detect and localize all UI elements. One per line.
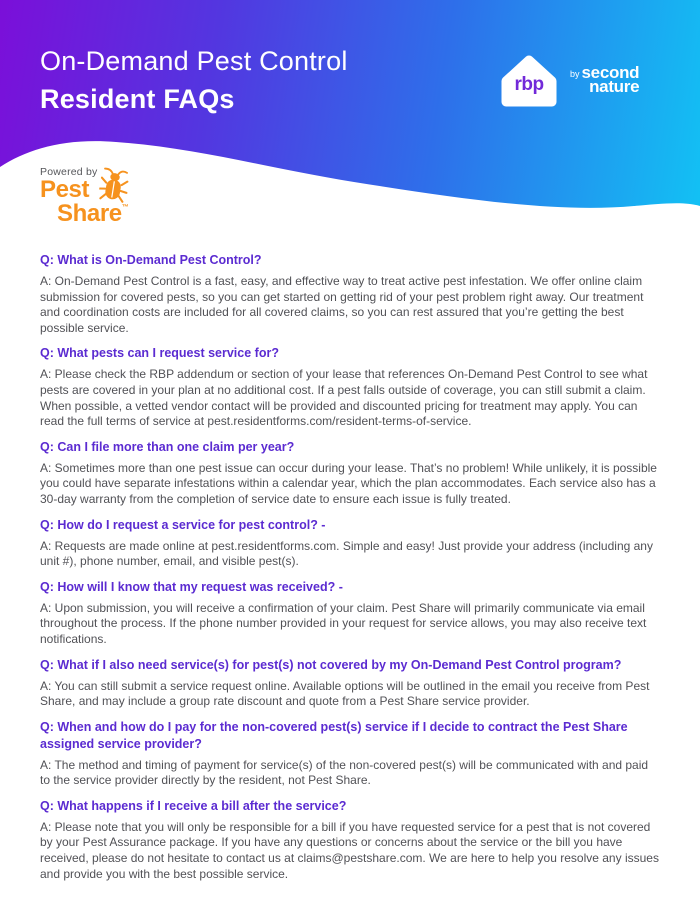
faq-item <box>40 252 660 336</box>
rbp-logo <box>498 49 560 111</box>
faq-question: Q: What is On-Demand Pest Control? <box>40 253 262 267</box>
page-subtitle: Resident FAQs <box>40 84 235 114</box>
pest-share-logo <box>40 166 180 226</box>
faq-question: Q: When and how do I pay for the non-covered pest(s) service if I decide to contract the Pest Share assigned service provider? <box>40 719 628 751</box>
faq-question: Q: What if I also need service(s) for pest(s) not covered by my On-Demand Pest Control program? <box>40 657 622 672</box>
faq-item <box>40 345 660 429</box>
faq-item <box>40 798 660 882</box>
faq-answer: A: You can still submit a service request online. Available options will be outlined in the email you receive from Pest Share, and may include a group rate discount and quote from a Pest Share service provider. <box>40 678 650 709</box>
faq-answer: A: The method and timing of payment for service(s) of the non-covered pest(s) will be communicated with and paid to the service provider directly by the resident, not Pest Share. <box>40 757 649 788</box>
faq-list <box>0 235 700 882</box>
second-nature-logo <box>570 63 640 96</box>
faq-item <box>40 517 660 570</box>
hero-header <box>0 0 700 235</box>
header-titles <box>40 42 348 118</box>
pest-share-word-share-row <box>57 202 180 226</box>
faq-item <box>40 439 660 508</box>
faq-item <box>40 657 660 710</box>
faq-answer: A: Sometimes more than one pest issue can occur during your lease. That’s no problem! While unlikely, it is possible you could have separate infestations within a calendar year, which the plan accommodates. Each service also has a 30-day warranty from the completion of service date to ensure each issue is fully treated. <box>40 460 657 506</box>
faq-item <box>40 719 660 789</box>
pest-share-word-share: Share <box>57 200 122 227</box>
by-label: by <box>570 69 580 79</box>
second-nature-line1: second <box>581 63 640 82</box>
rbp-second-nature-logo <box>498 49 639 111</box>
faq-question: Q: Can I file more than one claim per year? <box>40 439 295 454</box>
faq-answer: A: Requests are made online at pest.residentforms.com. Simple and easy! Just provide your address (including any unit #), phone number, email, and visible pest(s). <box>40 538 653 569</box>
powered-by-label: Powered by <box>40 166 98 178</box>
second-nature-line2: nature <box>589 77 640 96</box>
faq-question: Q: What happens if I receive a bill after the service? <box>40 798 347 813</box>
rbp-wordmark: rbp <box>514 74 544 95</box>
second-nature-wordmark <box>581 63 640 96</box>
faq-question: Q: What pests can I request service for? <box>40 346 279 361</box>
faq-item <box>40 579 660 648</box>
page-title: On-Demand Pest Control <box>40 46 348 76</box>
faq-question: Q: How do I request a service for pest control? - <box>40 517 326 532</box>
bug-icon <box>97 164 134 206</box>
faq-question: Q: How will I know that my request was received? - <box>40 579 343 594</box>
faq-answer: A: Please note that you will only be responsible for a bill if you have requested service for a pest that is not covered by your Pest Assurance package. If you have any questions or concerns about the service or the bill you have received, please do not hesitate to contact us at claims@pestshare.com. We are here to help you resolve any issues and provide you with the best possible service. <box>40 819 659 881</box>
faq-answer: A: Please check the RBP addendum or section of your lease that references On-Demand Pest Control to see what pests are covered in your plan at no additional cost. If a pest falls outside of coverage, you can still submit a claim. When possible, a vetted vendor contact will be provided and discounted pricing for treatment may apply. You can read the full terms of service at pest.residentforms.com/resident-terms-of-service. <box>40 367 648 429</box>
faq-answer: A: Upon submission, you will receive a confirmation of your claim. Pest Share will primarily communicate via email throughout the process. If the phone number provided in your request for service allows, you may also receive text notifications. <box>40 600 647 646</box>
faq-answer: A: On-Demand Pest Control is a fast, easy, and effective way to treat active pest infestation. We offer online claim submission for covered pests, so you can get started on getting rid of your pest problem right away. Our treatment and coordination costs are included for all covered claims, so you can rest assured that you’re getting the best possible service. <box>40 274 644 335</box>
trademark-symbol: ™ <box>121 204 129 211</box>
pest-share-word-pest: Pest <box>40 176 90 203</box>
